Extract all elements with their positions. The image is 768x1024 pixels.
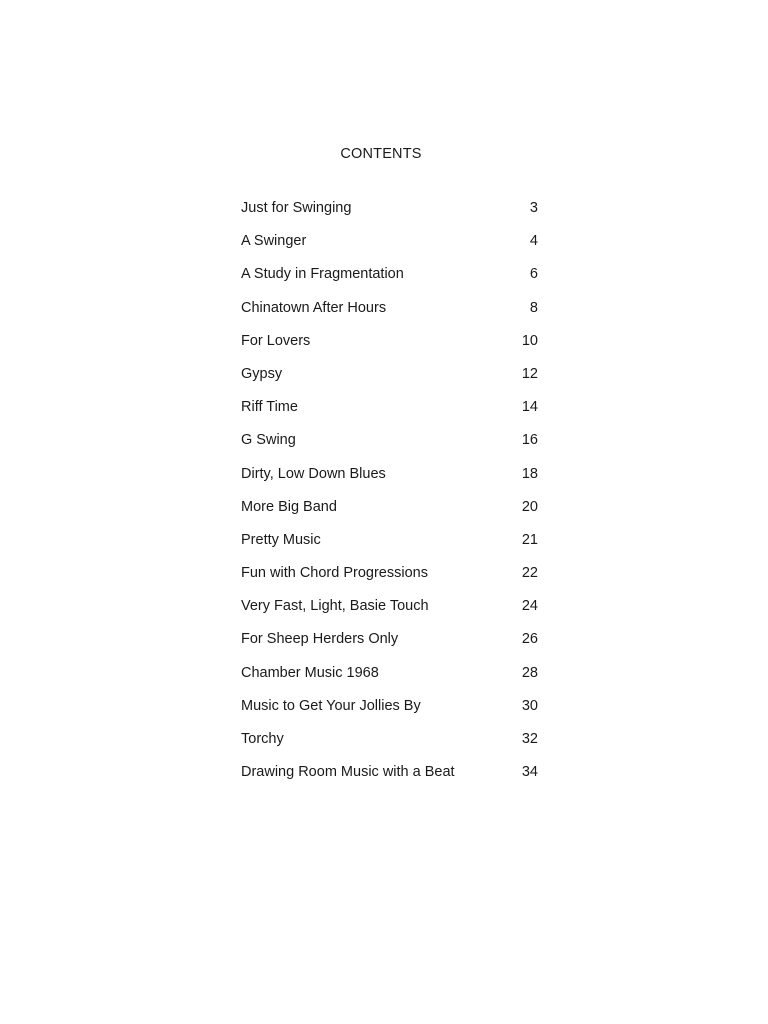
toc-entry-title: For Sheep Herders Only <box>241 631 399 648</box>
toc-entry <box>241 663 538 696</box>
toc-entry-page: 20 <box>521 498 538 515</box>
toc-entry-title: Music to Get Your Jollies By <box>241 697 421 714</box>
toc-entry <box>241 430 538 463</box>
toc-entry-page: 18 <box>521 465 538 482</box>
toc-entry-page: 8 <box>529 299 538 316</box>
toc-entry-title: Pretty Music <box>241 531 321 548</box>
toc-entry-title: Very Fast, Light, Basie Touch <box>241 598 429 615</box>
toc-entry <box>241 497 538 530</box>
toc-entry-title: Chinatown After Hours <box>241 299 387 316</box>
toc-entry <box>241 696 538 729</box>
toc-entry-page: 30 <box>521 697 538 714</box>
toc-entry-page: 14 <box>521 399 538 416</box>
toc-entry <box>241 264 538 297</box>
toc-entry-page: 26 <box>521 631 538 648</box>
toc-entry <box>241 331 538 364</box>
toc-entry <box>241 563 538 596</box>
toc-entry <box>241 231 538 264</box>
toc-entry <box>241 397 538 430</box>
toc-entry-title: Chamber Music 1968 <box>241 664 379 681</box>
toc-entry <box>241 729 538 762</box>
toc-entry <box>241 464 538 497</box>
toc-entry-page: 34 <box>521 764 538 781</box>
toc-entry-title: Torchy <box>241 731 284 747</box>
toc-entry-title: More Big Band <box>241 498 337 515</box>
toc-entry <box>241 198 538 231</box>
toc-entry-title: For Lovers <box>241 332 311 349</box>
toc-entry-page: 28 <box>521 664 538 681</box>
table-of-contents <box>241 198 538 795</box>
toc-entry-page: 3 <box>529 200 538 216</box>
toc-entry-title: Gypsy <box>241 365 283 382</box>
toc-entry-page: 21 <box>521 531 538 548</box>
toc-entry-title: Just for Swinging <box>241 200 352 216</box>
toc-entry <box>241 629 538 662</box>
toc-entry-page: 16 <box>521 432 538 449</box>
toc-entry-title: Dirty, Low Down Blues <box>241 465 386 482</box>
toc-entry-page: 4 <box>529 233 538 250</box>
toc-entry-page: 22 <box>521 565 538 582</box>
toc-entry <box>241 364 538 397</box>
toc-entry-title: A Study in Fragmentation <box>241 266 404 283</box>
toc-entry <box>241 762 538 795</box>
toc-entry-page: 12 <box>521 365 538 382</box>
toc-entry-page: 10 <box>521 332 538 349</box>
toc-entry-title: Fun with Chord Progressions <box>241 565 428 582</box>
toc-entry <box>241 530 538 563</box>
toc-entry-page: 32 <box>521 731 538 747</box>
toc-entry-title: G Swing <box>241 432 296 449</box>
toc-entry-title: Drawing Room Music with a Beat <box>241 764 455 781</box>
toc-entry-title: A Swinger <box>241 233 307 250</box>
toc-entry-title: Riff Time <box>241 399 298 416</box>
toc-entry <box>241 596 538 629</box>
toc-entry-page: 24 <box>521 598 538 615</box>
toc-entry <box>241 298 538 331</box>
toc-entry-page: 6 <box>529 266 538 283</box>
page-title: CONTENTS <box>340 146 422 162</box>
